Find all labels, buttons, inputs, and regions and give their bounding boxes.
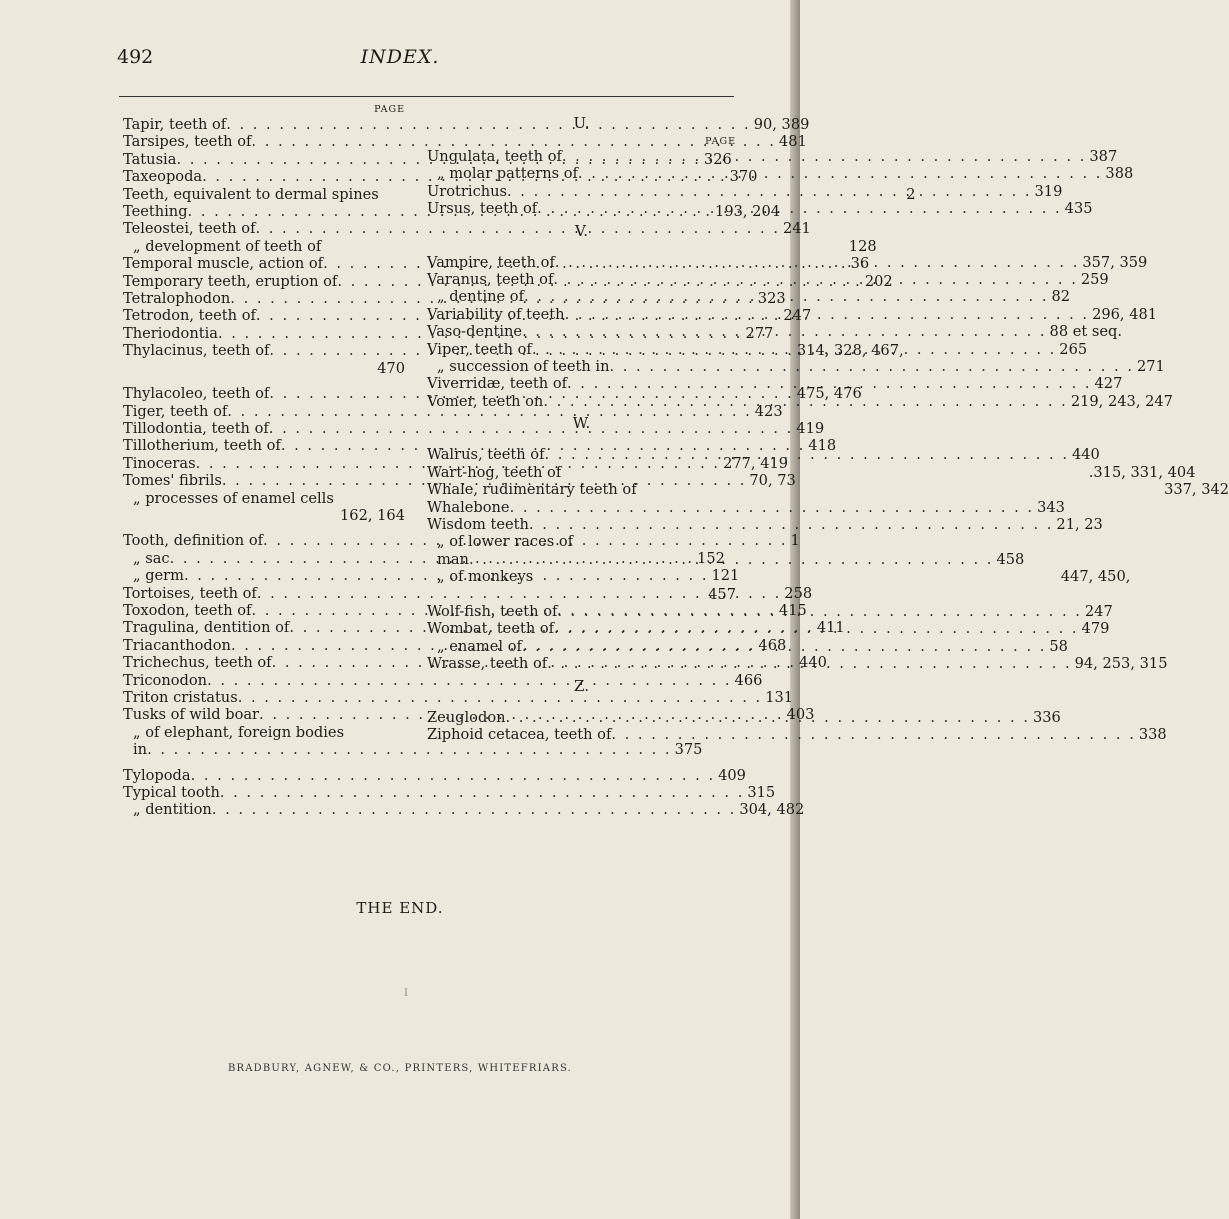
entry-page-refs: 70, 73: [749, 472, 796, 490]
entry-term: man: [437, 550, 469, 568]
entry-page-refs: 152: [697, 549, 725, 567]
index-entry: [427, 498, 1065, 516]
entry-page-refs: 440: [1071, 446, 1100, 464]
entry-term: Tortoises, teeth of: [123, 584, 257, 602]
entry-page-refs: 121: [711, 567, 740, 585]
entry-page-refs: [1098, 533, 1101, 550]
entry-term: „ sac: [133, 549, 170, 567]
entry-page-refs: 36: [850, 255, 870, 273]
dot-leader: [147, 741, 671, 758]
entry-page-refs: 418: [808, 437, 837, 455]
entry-term: Wisdom teeth: [427, 515, 529, 533]
running-head: INDEX.: [360, 46, 440, 68]
dot-leader: [537, 200, 1061, 217]
entry-page-refs: 435: [1064, 200, 1093, 218]
entry-term: Wolf-fish, teeth of: [427, 602, 558, 620]
entry-page-refs: 247: [1084, 602, 1113, 620]
entry-term: Tylopoda: [123, 766, 191, 784]
entry-term: Temporal muscle, action of: [123, 255, 324, 273]
entry-page-refs: .315, 331, 404: [1088, 463, 1196, 481]
entry-page-refs: 338: [1138, 725, 1167, 743]
entry-term: Tragulina, dentition of: [123, 619, 290, 637]
entry-page-refs: 1: [790, 532, 800, 550]
entry-page-refs: 470: [377, 359, 405, 377]
entry-page-refs: 457: [708, 585, 736, 603]
entry-page-refs: 2: [906, 185, 916, 203]
entry-page-refs: 82: [1051, 288, 1071, 306]
entry-term: „ of lower races of: [437, 533, 574, 551]
entry-page-refs: 162, 164: [340, 506, 405, 524]
entry-page-refs: 131: [765, 689, 794, 706]
dot-leader: [609, 358, 1133, 375]
entry-term: „ molar patterns of: [437, 165, 578, 183]
entry-term: Wombat, teeth of: [427, 620, 555, 638]
entry-term: Ziphoid cetacea, teeth of: [427, 725, 612, 743]
entry-page-refs: 458: [996, 550, 1025, 568]
entry-page-refs: 427: [1094, 375, 1123, 393]
entry-page-refs: 440: [799, 654, 827, 672]
entry-term: Zeuglodon: [427, 708, 506, 726]
entry-term: Urotrichus: [427, 182, 508, 200]
entry-term: Viper, teeth of: [427, 340, 532, 358]
entry-term: Temporary teeth, eruption of: [123, 272, 338, 290]
dot-leader: [532, 341, 1056, 358]
entry-term: „ dentition: [133, 801, 212, 819]
entry-term: Wrasse, teeth of: [427, 655, 548, 673]
entry-term: Tinoceras: [123, 454, 196, 472]
entry-page-refs: 247: [783, 307, 812, 325]
entry-page-refs: 241: [782, 220, 811, 238]
entry-page-refs: 128: [848, 237, 877, 255]
entry-page-refs: 271: [1136, 358, 1165, 376]
entry-term: Tapir, teeth of: [123, 116, 227, 133]
entry-term: „ germ: [133, 567, 184, 585]
entry-page-refs: 193, 204: [715, 203, 781, 221]
entry-page-refs: 319: [1034, 182, 1063, 200]
index-entry: [427, 515, 1103, 533]
entry-term: Tetrodon, teeth of: [123, 307, 256, 325]
entry-page-refs: 403: [786, 706, 815, 724]
entry-term: Triconodon: [123, 671, 208, 689]
entry-term: Theriodontia: [123, 324, 218, 342]
dot-leader: [543, 393, 1067, 410]
entry-page-refs: 415: [778, 601, 807, 619]
dot-leader: [565, 306, 1089, 323]
page-column-header: PAGE: [705, 136, 736, 147]
entry-term: Whale, rudimentary teeth of: [427, 481, 637, 499]
dot-leader: [611, 726, 1135, 743]
entry-page-refs: 419: [796, 419, 825, 437]
section-letter: W.: [572, 414, 591, 433]
the-end-label: THE END.: [356, 899, 444, 917]
entry-term: „ development of teeth of: [133, 237, 322, 255]
index-entry: [427, 568, 1131, 586]
entry-term: Teething: [123, 203, 188, 221]
entry-page-refs: 479: [1081, 620, 1110, 638]
entry-page-refs: 296, 481: [1092, 305, 1158, 323]
entry-term: Teleostei, teeth of: [123, 220, 256, 238]
index-entry: [123, 237, 877, 255]
dot-leader: [555, 254, 1079, 271]
index-entry: [123, 784, 776, 802]
entry-term: Ungulata, teeth of: [427, 148, 562, 165]
entry-page-refs: 202: [864, 272, 893, 290]
dot-leader: [507, 183, 1031, 200]
entry-page-refs: 343: [1037, 498, 1065, 516]
entry-term: Variability of teeth: [427, 305, 565, 323]
index-entry: [123, 724, 405, 741]
entry-page-refs: 94, 253, 315: [1074, 655, 1168, 673]
dot-leader: [506, 709, 1030, 726]
entry-page-refs: 411: [816, 619, 845, 637]
index-entry: [427, 550, 1025, 568]
stray-mark: I: [404, 988, 408, 999]
entry-page-refs: 314, 328, 467,: [796, 342, 904, 360]
index-entry: [427, 358, 1165, 376]
section-letter: U.: [573, 114, 590, 132]
entry-page-refs: 409: [718, 766, 746, 784]
entry-term: Tusks of wild boar: [123, 706, 260, 724]
entry-term: „ enamel of: [437, 637, 522, 655]
index-entry: [123, 689, 794, 706]
section-letter: V.: [575, 221, 588, 240]
entry-page-refs: 326: [703, 150, 732, 168]
entry-page-refs: 447, 450,: [1060, 568, 1131, 586]
entry-term: Varanus, teeth of: [427, 271, 554, 289]
entry-page-refs: 468: [758, 636, 787, 654]
entry-term: Tatusia: [123, 150, 177, 168]
entry-page-refs: 423: [754, 402, 783, 420]
dot-leader: [510, 499, 1034, 516]
entry-page-refs: 265: [1059, 340, 1088, 358]
entry-term: Tomes' fibrils: [123, 472, 222, 490]
dot-leader: [578, 165, 1102, 182]
entry-term: „ succession of teeth in: [437, 358, 610, 376]
index-entry: [427, 375, 1123, 393]
entry-term: Toxodon, teeth of: [123, 601, 252, 619]
index-entry: [123, 741, 703, 759]
entry-page-refs: 58: [1049, 637, 1068, 655]
entry-term: „ of elephant, foreign bodies: [133, 723, 345, 741]
entry-page-refs: 219, 243, 247: [1070, 392, 1173, 410]
dot-leader: [220, 784, 744, 801]
entry-term: Triacanthodon: [123, 636, 231, 654]
entry-term: Tooth, definition of: [123, 532, 264, 550]
entry-term: Trichechus, teeth of: [123, 654, 272, 672]
index-entry: [123, 220, 811, 238]
entry-term: Wart-hog, teeth of: [427, 463, 562, 481]
entry-term: Tillodontia, teeth of: [123, 419, 269, 437]
printer-imprint: BRADBURY, AGNEW, & CO., PRINTERS, WHITEFRIARS.: [227, 1063, 573, 1074]
entry-term: Whalebone: [427, 498, 510, 516]
entry-page-refs: 21, 23: [1056, 515, 1103, 533]
index-entry: [123, 419, 825, 437]
index-entry: [427, 725, 1167, 743]
index-entry: [427, 533, 736, 550]
entry-page-refs: 277, 419: [723, 454, 789, 472]
entry-term: Tetralophodon: [123, 290, 231, 308]
dot-leader: [522, 323, 1046, 340]
entry-page-refs: 475, 476: [796, 385, 862, 403]
dot-leader: [524, 288, 1048, 308]
entry-term: in: [133, 741, 148, 759]
entry-page-refs: 481: [778, 133, 807, 151]
entry-page-refs: 88 et seq.: [1049, 323, 1123, 341]
dot-leader: [567, 375, 1091, 392]
dot-leader: [469, 551, 993, 568]
index-entry: [123, 490, 405, 507]
entry-term: „ dentine of: [437, 288, 524, 306]
dot-leader: [191, 767, 715, 784]
entry-page-refs: 277: [745, 324, 774, 342]
dot-leader: [554, 620, 1078, 637]
header-rule: [119, 96, 734, 97]
entry-term: Tiger, teeth of: [123, 402, 228, 420]
dot-leader: [529, 516, 1053, 533]
entry-page-refs: 388: [1105, 165, 1134, 183]
dot-leader: [544, 446, 1068, 463]
entry-page-refs: 466: [734, 671, 763, 689]
dot-leader: [553, 271, 1077, 288]
entry-term: Taxeopoda: [123, 168, 203, 186]
index-entry-continuation: [123, 360, 405, 377]
entry-page-refs: 387: [1089, 148, 1118, 165]
entry-term: Vaso-dentine: [427, 323, 523, 341]
entry-term: Typical tooth: [123, 784, 220, 802]
entry-page-refs: 259: [1080, 271, 1109, 289]
entry-page-refs: 304, 482: [739, 801, 805, 819]
index-entry: [123, 766, 746, 784]
entry-term: „ processes of enamel cells: [133, 489, 334, 507]
index-entry-continuation: [123, 507, 405, 524]
entry-term: Triton cristatus: [123, 689, 238, 706]
entry-term: Vomer, teeth on: [427, 392, 544, 410]
index-entry: [123, 671, 763, 689]
index-entry: [123, 801, 805, 819]
page-column-header: PAGE: [374, 104, 405, 115]
entry-term: Tarsipes, teeth of: [123, 133, 252, 151]
entry-term: Viverridæ, teeth of: [427, 375, 568, 393]
dot-leader: [212, 801, 736, 818]
entry-page-refs: 258: [784, 584, 813, 602]
index-entry: [123, 402, 783, 420]
entry-page-refs: 336: [1032, 708, 1061, 726]
entry-page-refs: 375: [674, 741, 703, 759]
index-entry: [427, 148, 1118, 165]
dot-leader: [562, 148, 1086, 165]
entry-term: Vampire, teeth of: [427, 253, 555, 271]
index-entry-continuation: [427, 586, 736, 603]
entry-page-refs: 315: [747, 784, 776, 802]
dot-leader: [522, 638, 1046, 655]
entry-page-refs: 323: [757, 290, 786, 308]
entry-page-refs: 337, 342: [1164, 481, 1229, 499]
entry-term: Thylacinus, teeth of: [123, 342, 270, 360]
entry-term: Tillotherium, teeth of: [123, 437, 281, 455]
index-entry: [427, 182, 1063, 200]
entry-page-refs: 370: [729, 168, 758, 186]
entry-term: „ of monkeys: [437, 568, 534, 586]
entry-page-refs: 90, 389: [753, 116, 810, 133]
entry-term: Walrus, teeth of: [427, 446, 545, 464]
dot-leader: [547, 655, 1071, 672]
index-entry: [123, 116, 810, 133]
entry-term: Teeth, equivalent to dermal spines: [123, 185, 379, 203]
entry-page-refs: 357, 359: [1082, 253, 1148, 271]
page-number: 492: [117, 46, 154, 68]
entry-term: Thylacoleo, teeth of: [123, 385, 270, 403]
dot-leader: [557, 603, 1081, 620]
entry-term: Ursus, teeth of: [427, 200, 538, 218]
section-letter: Z.: [574, 676, 589, 695]
